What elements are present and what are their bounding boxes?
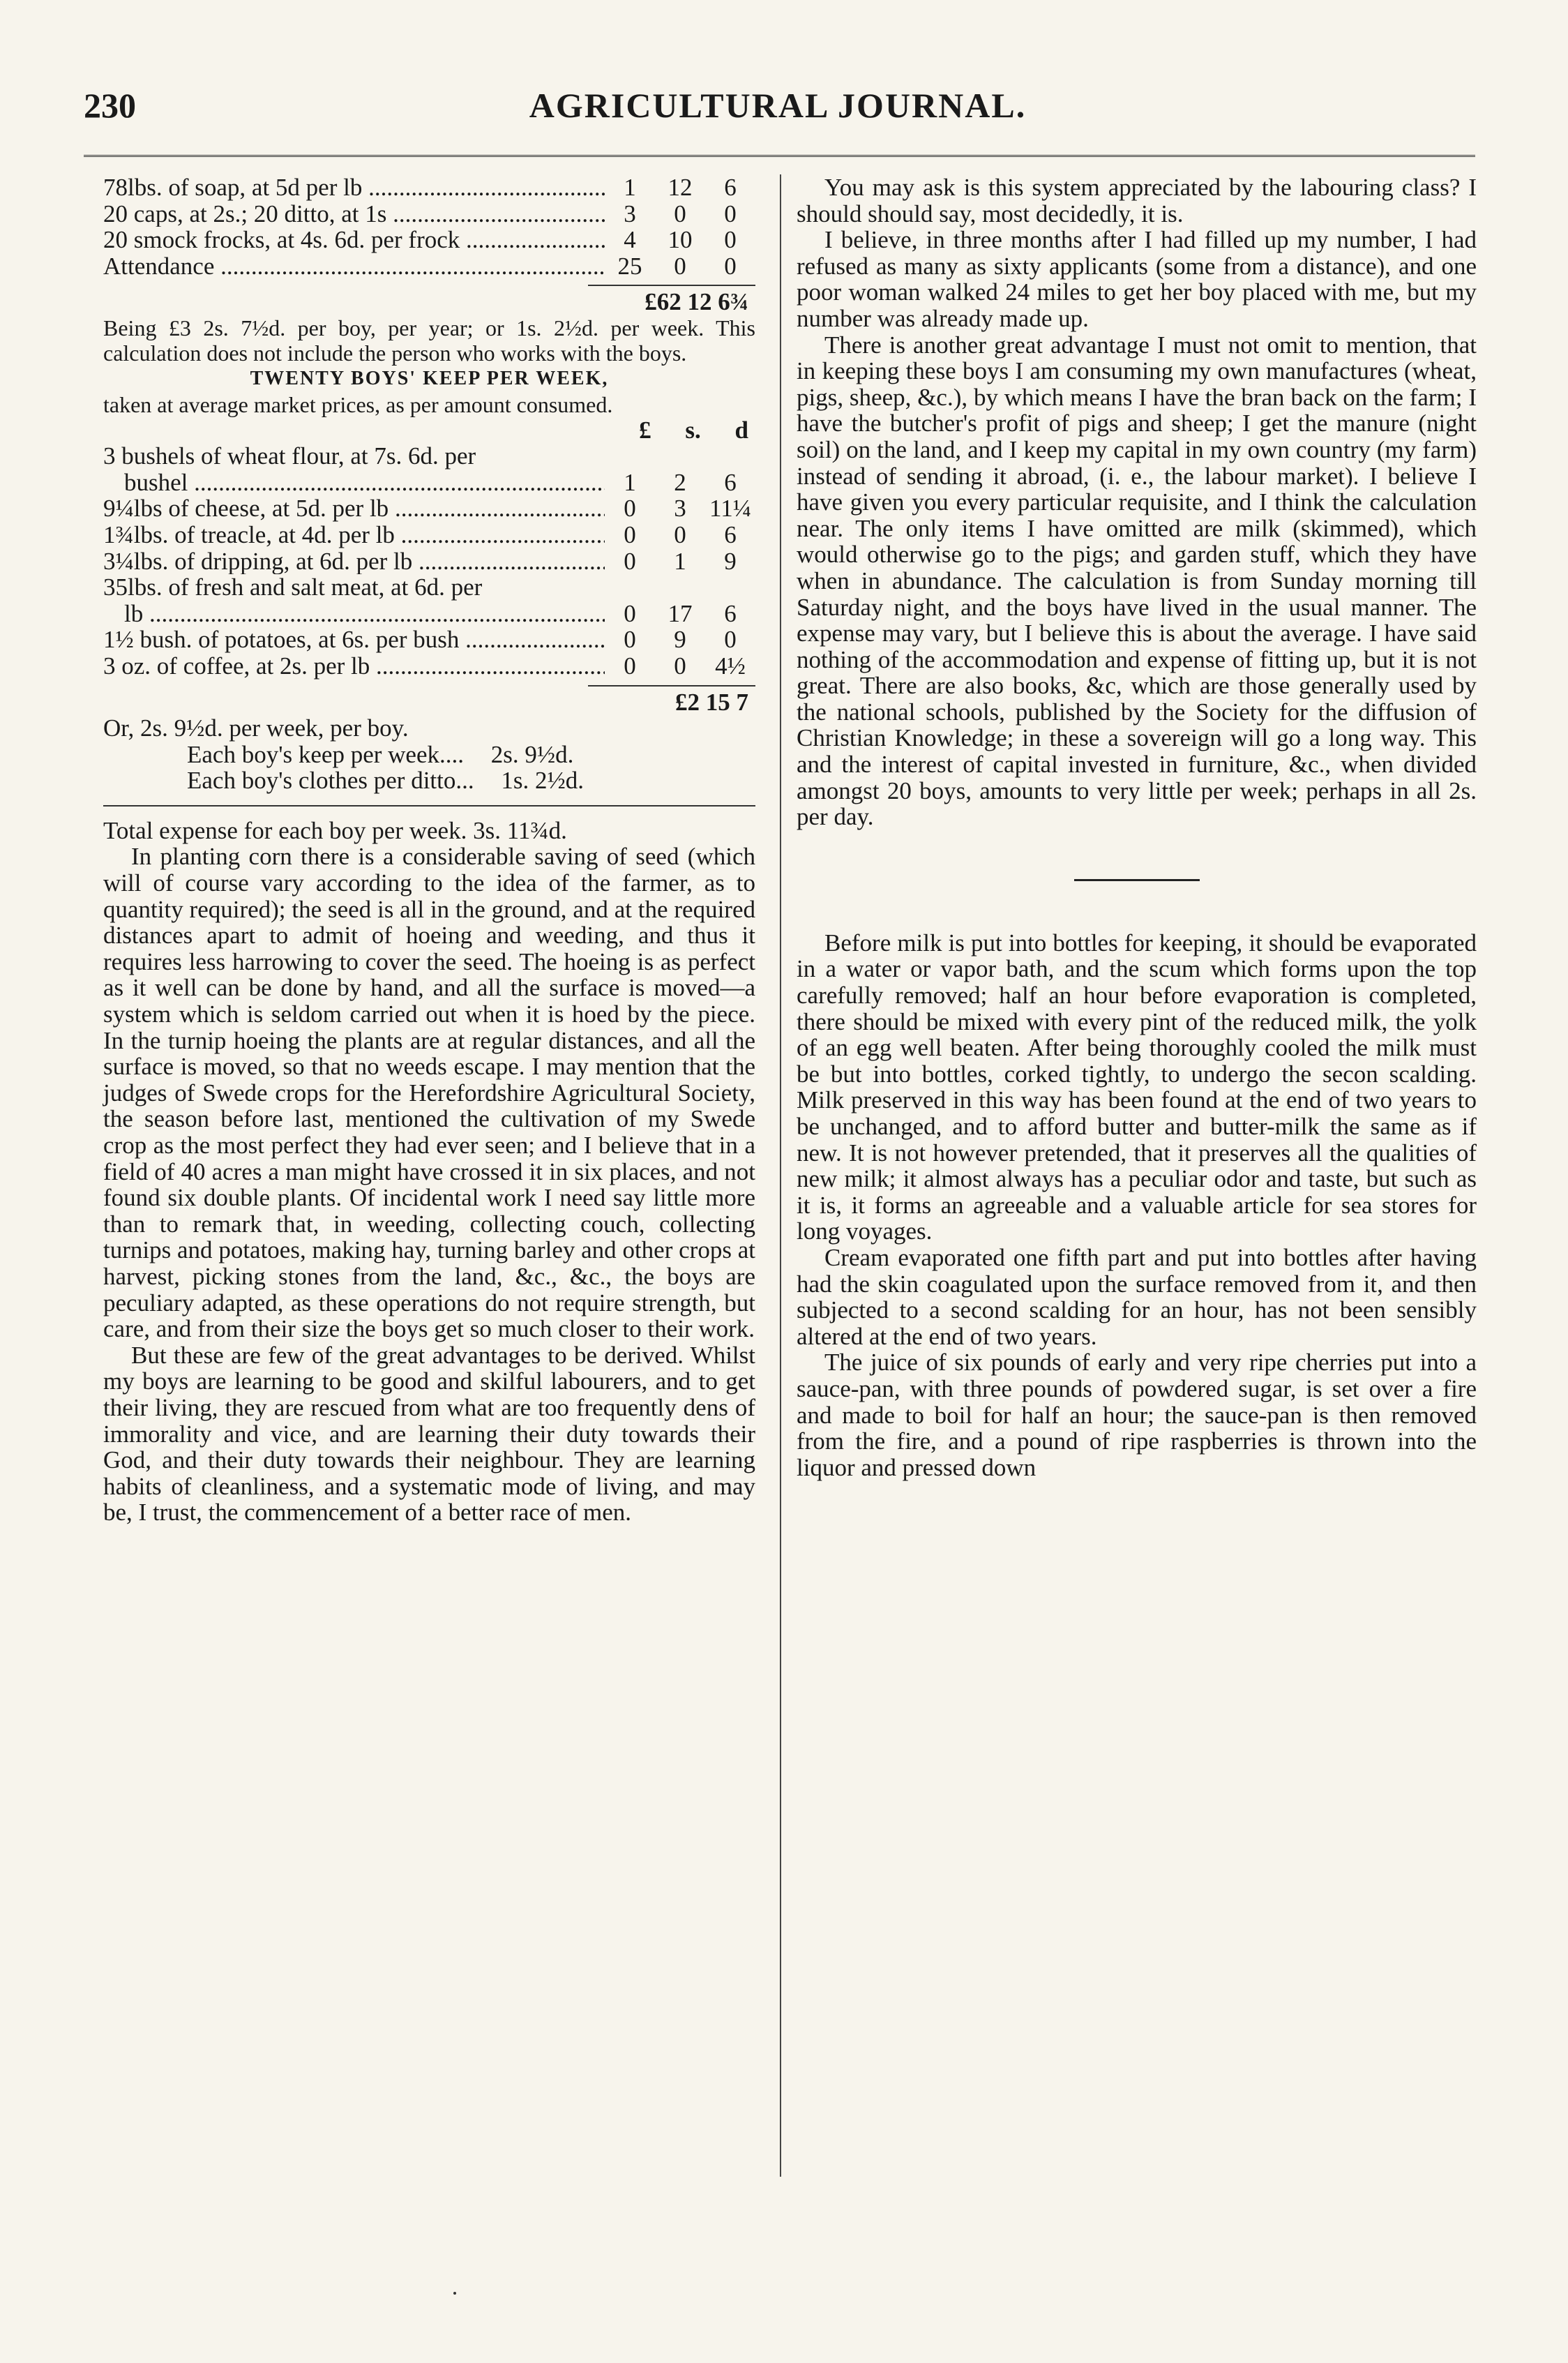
keep-subheading: taken at average market prices, as per amount consumed. [103, 391, 613, 417]
row-value-d: 6 [724, 520, 737, 548]
lsd-column-header: £ s. d [639, 416, 748, 444]
paragraph: Before milk is put into bottles for keeping, it should be evaporated in a water or vapor bath, and the scum which forms upon the top carefully removed; half an hour before evaporation is completed, there should be mixed with every pint of the reduced milk, the yolk of an egg well beaten. After being thoroughly cooled the milk must be but into bottles, corked tightly, to undergo the secon scalding. Milk preserved in this way has been found at the end of two years to be unchanged, and to afford butter and butter-milk the same as if new. It is not however pretended, that it preserves all the qualities of new milk; it almost always has a peculiar odor and taste, but such as it is, it forms an agreeable and a valuable article for sea stores for long voyages. [797, 929, 1477, 1245]
row-label: 1¾lbs. of treacle, at 4d. per lb ..... [103, 522, 605, 548]
row-value-s: 10 [668, 226, 693, 254]
row-value-l: 4 [624, 226, 636, 254]
row-value-d: 6 [724, 468, 737, 496]
row-value-d: 0 [724, 226, 737, 254]
row-label: 3¼lbs. of dripping, at 6d. per lb ..... [103, 548, 605, 575]
page-number: 230 [84, 86, 136, 125]
printer-mark [453, 2292, 456, 2295]
keep-table [103, 443, 755, 679]
paragraph: In planting corn there is a considerable saving of seed (which will of course vary according to the idea of the farmer, as to quantity required); the seed is all in the ground, and at the required distances apart to admit of hoeing and weeding, and thus it requires less harrowing to cover the seed. The hoeing is as perfect as it well can be done by hand, and all the surface is moved—a system which is seldom carried out when it is hoed by the piece. In the turnip hoeing the plants are at regular distances, and all the surface is moved, so that no weeds escape. I may mention that the judges of Swede crops for the Herefordshire Agricultural Society, the season before last, mentioned the cultivation of my Swede crop as the most perfect they had ever seen; and I believe that in a field of 40 acres a man might have crossed it in six places, and not found six double plants. Of incidental work I need say little more than to remark that, in weeding, collecting couch, collecting turnips and potatoes, making hay, turning barley and other crops at harvest, picking stones from the land, &c., &c., the boys are peculiary adapted, as these operations do not require strength, but care, and from their size the boys get so much closer to their work. [103, 843, 755, 1343]
row-value-s: 0 [674, 652, 686, 680]
table-row [103, 174, 755, 201]
row-label: 1½ bush. of potatoes, at 6s. per bush ..... [103, 627, 605, 653]
row-value-d: 0 [724, 626, 737, 654]
row-value-s: 17 [668, 599, 693, 627]
table-row-label: 35lbs. of fresh and salt meat, at 6d. per [103, 573, 483, 601]
row-value-l: 0 [624, 599, 636, 627]
running-title: AGRICULTURAL JOURNAL. [529, 86, 1027, 125]
row-value-l: 1 [624, 468, 636, 496]
row-value-s: 12 [668, 174, 693, 201]
left-column [103, 174, 755, 1526]
row-value-d: 0 [724, 200, 737, 227]
expense-table [103, 174, 755, 279]
separator-rule [103, 805, 755, 807]
right-column [797, 174, 1477, 1480]
clothes-label: Each boy's clothes per ditto... [187, 767, 474, 795]
row-value-s: 9 [674, 626, 686, 654]
keep-heading: TWENTY BOYS' KEEP PER WEEK, [250, 367, 609, 389]
table-row [103, 227, 755, 253]
table-row [103, 601, 755, 627]
total-expense: Total expense for each boy per week. 3s. 11¾d. [103, 816, 567, 844]
sum-rule [588, 285, 755, 286]
row-value-d: 6 [724, 599, 737, 627]
row-value-d: 11¼ [709, 495, 751, 523]
row-label: 78lbs. of soap, at 5d per lb ..... [103, 174, 605, 201]
table-row [103, 627, 755, 653]
row-label: lb ..... [124, 601, 605, 627]
row-value-s: 0 [674, 200, 686, 227]
row-value-l: 3 [624, 200, 636, 227]
row-value-l: 0 [624, 626, 636, 654]
table1-total: £62 12 6¾ [644, 288, 748, 316]
paragraph: Cream evaporated one fifth part and put into bottles after having had the skin coagulated upon the surface removed from it, and then subjected to a second scalding for an hour, has not been sensibly altered at the end of two years. [797, 1243, 1477, 1350]
page-header [84, 85, 1472, 141]
table-row-label: 3 bushels of wheat flour, at 7s. 6d. per [103, 442, 476, 470]
clothes-per-week [103, 767, 755, 794]
row-value-l: 0 [624, 495, 636, 523]
column-divider [780, 174, 781, 2177]
row-value-s: 1 [674, 547, 686, 575]
paragraph: You may ask is this system appreciated by the labouring class? I should should say, most decidedly, it is. [797, 174, 1477, 227]
table-row [103, 548, 755, 575]
keep-amount: 2s. 9½d. [490, 740, 574, 768]
paragraph: The juice of six pounds of early and very ripe cherries put into a sauce-pan, with three pounds of powdered sugar, is set over a fire and made to boil for half an hour; the sauce-pan is then removed from the fire, and a pound of ripe raspberries is thrown into the liquor and pressed down [797, 1349, 1477, 1481]
row-value-s: 3 [674, 495, 686, 523]
row-value-l: 0 [624, 520, 636, 548]
row-value-d: 4½ [715, 652, 746, 680]
table-row [103, 495, 755, 522]
row-value-s: 0 [674, 520, 686, 548]
row-value-s: 2 [674, 468, 686, 496]
paragraph: I believe, in three months after I had filled up my number, I had refused as many as sixty applicants (some from a distance), and one poor woman walked 24 miles to get her boy placed with me, but my number was already made up. [797, 226, 1477, 332]
paragraph: But these are few of the great advantages to be derived. Whilst my boys are learning to be good and skilful labourers, and to get their living, they are rescued from what are too frequently dens of immorality and vice, and are learning their duty towards their God, and their duty towards their neighbour. They are learning habits of cleanliness, and a systematic mode of living, and may be, I trust, the commencement of a better race of men. [103, 1341, 755, 1526]
or-line: Or, 2s. 9½d. per week, per boy. [103, 714, 409, 742]
row-label: 9¼lbs of cheese, at 5d. per lb ..... [103, 495, 605, 522]
table-row [103, 653, 755, 680]
row-value-l: 25 [617, 252, 642, 280]
sum-rule [588, 685, 755, 687]
header-rule [84, 155, 1475, 157]
row-value-d: 0 [724, 252, 737, 280]
row-label: 3 oz. of coffee, at 2s. per lb ..... [103, 653, 605, 680]
row-label: 20 smock frocks, at 4s. 6d. per frock ..... [103, 227, 605, 253]
row-label: bushel ..... [124, 470, 605, 496]
row-label: 20 caps, at 2s.; 20 ditto, at 1s ..... [103, 201, 605, 227]
row-value-l: 0 [624, 547, 636, 575]
table2-total: £2 15 7 [675, 688, 748, 716]
section-rule [1074, 879, 1200, 881]
per-boy-note: Being £3 2s. 7½d. per boy, per year; or 1s. 2½d. per week. This calculation does not include the person who works with the boys. [103, 315, 755, 366]
row-value-l: 1 [624, 174, 636, 201]
paragraph: There is another great advantage I must not omit to mention, that in keeping these boys I am consuming my own manufactures (wheat, pigs, sheep, &c.), by which means I have the bran back on the farm; I have the butcher's profit of pigs and sheep; I get the manure (night soil) on the land, and I keep my capital in my own country (my farm) instead of sending it abroad, (i. e., the labour market). I believe I have given you every particular requisite, and I think the calculation near. The only items I have omitted are milk (skimmed), which would otherwise go to the pigs; and garden stuff, which they have when in abundance. The calculation is from Sunday morning till Saturday night, and the boys have lived in the usual manner. The expense may vary, but I believe this is about the average. I have said nothing of the accommodation and expense of fitting up, but it is not great. There are also books, &c, which are those generally used by the national schools, published by the Society for the diffusion of Christian Knowledge; in these a sovereign will go a long way. This and the interest of capital invested in furniture, &c., when divided amongst 20 boys, amounts to very little per week; perhaps in all 2s. per day. [797, 331, 1477, 831]
table-row [103, 201, 755, 227]
row-value-s: 0 [674, 252, 686, 280]
row-label: Attendance ..... [103, 253, 605, 280]
keep-per-week [103, 742, 755, 768]
table-row [103, 470, 755, 496]
clothes-amount: 1s. 2½d. [501, 767, 585, 795]
table-row [103, 522, 755, 548]
row-value-d: 6 [724, 174, 737, 201]
table-row [103, 253, 755, 280]
row-value-l: 0 [624, 652, 636, 680]
keep-label: Each boy's keep per week.... [187, 740, 464, 768]
row-value-d: 9 [724, 547, 737, 575]
